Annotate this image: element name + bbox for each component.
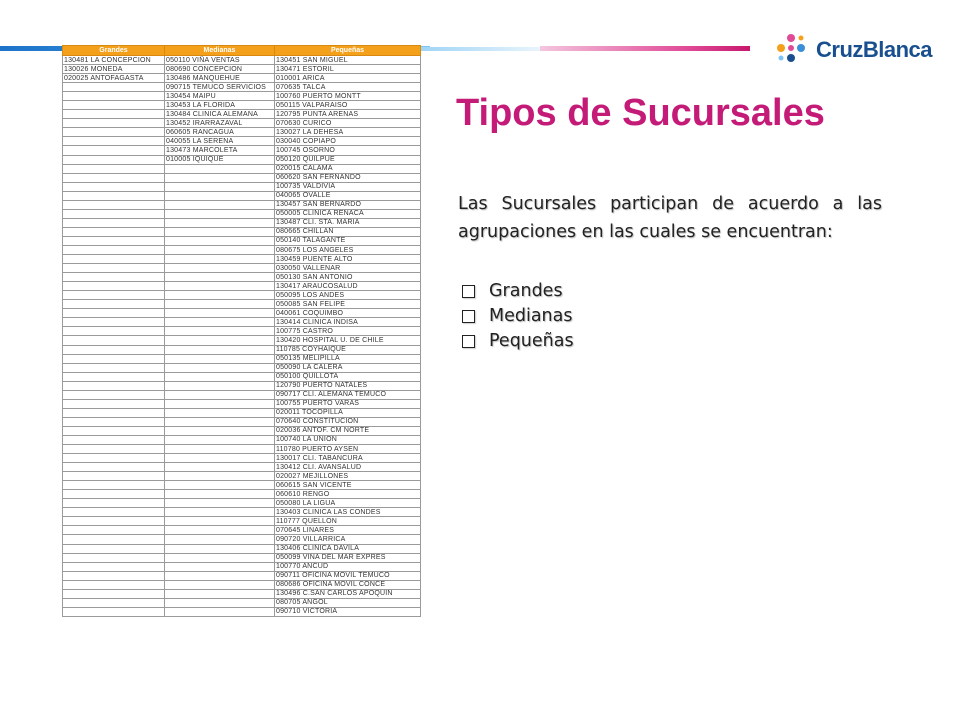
cell-medianas [165, 445, 275, 454]
cell-medianas [165, 300, 275, 309]
cell-grandes [63, 200, 165, 209]
cell-medianas [165, 336, 275, 345]
cell-grandes [63, 146, 165, 155]
cell-medianas: 130486 MANQUEHUE [165, 74, 275, 83]
cell-grandes [63, 92, 165, 101]
cell-grandes [63, 426, 165, 435]
cell-pequenas: 020015 CALAMA [275, 164, 421, 173]
table-row [63, 119, 421, 128]
cell-medianas [165, 318, 275, 327]
table-body [63, 56, 421, 617]
table-row [63, 571, 421, 580]
cell-pequenas: 040061 COQUIMBO [275, 309, 421, 318]
cell-grandes: 130026 MONEDA [63, 65, 165, 74]
table-row [63, 426, 421, 435]
cell-pequenas: 070635 TALCA [275, 83, 421, 92]
cell-pequenas: 040065 OVALLE [275, 191, 421, 200]
table-row [63, 517, 421, 526]
cell-grandes [63, 535, 165, 544]
cell-grandes [63, 282, 165, 291]
cell-pequenas: 050080 LA LIGUA [275, 499, 421, 508]
cell-medianas: 050110 VIÑA VENTAS [165, 56, 275, 65]
cell-medianas: 010005 IQUIQUE [165, 155, 275, 164]
cell-grandes [63, 390, 165, 399]
cell-medianas: 080690 CONCEPCION [165, 65, 275, 74]
cell-grandes [63, 318, 165, 327]
table-row [63, 191, 421, 200]
cell-medianas: 130452 IRARRAZAVAL [165, 119, 275, 128]
sucursales-table [62, 45, 421, 617]
cell-medianas [165, 255, 275, 264]
table-row [63, 155, 421, 164]
cell-medianas [165, 390, 275, 399]
cell-grandes: 130481 LA CONCEPCION [63, 56, 165, 65]
cell-medianas [165, 598, 275, 607]
cell-medianas [165, 363, 275, 372]
table-row [63, 282, 421, 291]
table-row [63, 164, 421, 173]
table-row [63, 200, 421, 209]
brand-name: CruzBlanca [816, 37, 933, 62]
table-row [63, 472, 421, 481]
list-item-label: Pequeñas [489, 331, 574, 351]
table-row [63, 218, 421, 227]
cell-pequenas: 060620 SAN FERNANDO [275, 173, 421, 182]
cell-pequenas: 130414 CLINICA INDISA [275, 318, 421, 327]
cell-grandes [63, 345, 165, 354]
page-title: Tipos de Sucursales [456, 92, 825, 134]
cell-grandes [63, 327, 165, 336]
cell-grandes [63, 273, 165, 282]
cell-grandes [63, 445, 165, 454]
cell-grandes [63, 481, 165, 490]
cell-medianas: 060605 RANCAGUA [165, 128, 275, 137]
cell-pequenas: 050100 QUILLOTA [275, 372, 421, 381]
cell-grandes [63, 336, 165, 345]
table-row [63, 562, 421, 571]
list-item-label: Medianas [489, 306, 573, 326]
cell-pequenas: 130471 ESTORIL [275, 65, 421, 74]
cell-medianas [165, 245, 275, 254]
cell-grandes [63, 255, 165, 264]
cell-grandes [63, 454, 165, 463]
table-header-row [63, 46, 421, 56]
cell-pequenas: 050099 VIÑA DEL MAR EXPRES [275, 553, 421, 562]
cell-medianas [165, 535, 275, 544]
table-row [63, 607, 421, 616]
cell-pequenas: 130412 CLI. AVANSALUD [275, 463, 421, 472]
cell-grandes [63, 83, 165, 92]
table-row [63, 463, 421, 472]
cell-pequenas: 060610 RENGO [275, 490, 421, 499]
cell-pequenas: 110777 QUELLON [275, 517, 421, 526]
cell-grandes [63, 128, 165, 137]
cell-pequenas: 080686 OFICINA MOVIL CONCE [275, 580, 421, 589]
cell-pequenas: 030050 VALLENAR [275, 264, 421, 273]
table-row [63, 273, 421, 282]
cell-pequenas: 130420 HOSPITAL U. DE CHILE [275, 336, 421, 345]
cell-medianas [165, 472, 275, 481]
cell-grandes [63, 417, 165, 426]
cell-pequenas: 050005 CLINICA REÑACA [275, 209, 421, 218]
table-row [63, 264, 421, 273]
list-item [462, 329, 574, 354]
cell-pequenas: 120790 PUERTO NATALES [275, 381, 421, 390]
cell-pequenas: 010001 ARICA [275, 74, 421, 83]
table-row [63, 300, 421, 309]
cell-medianas: 040055 LA SERENA [165, 137, 275, 146]
cell-medianas [165, 399, 275, 408]
table-row [63, 445, 421, 454]
cell-medianas [165, 218, 275, 227]
top-accent-bar-pink [540, 46, 750, 51]
list-item-label: Grandes [489, 281, 563, 301]
checkbox-bullet-icon [462, 310, 475, 323]
cell-pequenas: 080675 LOS ANGELES [275, 245, 421, 254]
cell-medianas [165, 508, 275, 517]
cell-medianas [165, 426, 275, 435]
cell-pequenas: 050130 SAN ANTONIO [275, 273, 421, 282]
cell-medianas [165, 264, 275, 273]
cell-grandes [63, 245, 165, 254]
cell-grandes [63, 101, 165, 110]
cell-medianas [165, 236, 275, 245]
table-row [63, 255, 421, 264]
cell-pequenas: 130487 CLI. STA. MARIA [275, 218, 421, 227]
cell-grandes [63, 372, 165, 381]
cell-grandes [63, 508, 165, 517]
cell-medianas [165, 173, 275, 182]
cell-grandes [63, 173, 165, 182]
cell-grandes [63, 399, 165, 408]
table-row [63, 173, 421, 182]
cell-grandes [63, 236, 165, 245]
table-row [63, 318, 421, 327]
cell-medianas [165, 408, 275, 417]
cruzblanca-mark-icon [772, 32, 812, 68]
cell-grandes [63, 562, 165, 571]
cell-medianas [165, 580, 275, 589]
cell-pequenas: 050090 LA CALERA [275, 363, 421, 372]
cell-pequenas: 100745 OSORNO [275, 146, 421, 155]
table-row [63, 390, 421, 399]
cell-medianas [165, 454, 275, 463]
cell-medianas [165, 354, 275, 363]
cell-grandes [63, 472, 165, 481]
table-row [63, 381, 421, 390]
cell-grandes [63, 490, 165, 499]
table-row [63, 399, 421, 408]
cell-pequenas: 130457 SAN BERNARDO [275, 200, 421, 209]
cell-medianas [165, 553, 275, 562]
cell-pequenas: 020011 TOCOPILLA [275, 408, 421, 417]
cell-pequenas: 020036 ANTOF. CM NORTE [275, 426, 421, 435]
cell-grandes [63, 499, 165, 508]
description-text: Las Sucursales participan de acuerdo a las agrupaciones en las cuales se encuentran: [458, 194, 882, 242]
cell-medianas [165, 209, 275, 218]
cell-medianas [165, 562, 275, 571]
table-row [63, 327, 421, 336]
table-row [63, 110, 421, 119]
cell-pequenas: 070640 CONSTITUCION [275, 417, 421, 426]
cell-pequenas: 130451 SAN MIGUEL [275, 56, 421, 65]
header-medianas: Medianas [165, 46, 275, 56]
cell-medianas [165, 345, 275, 354]
table-row [63, 454, 421, 463]
cell-pequenas: 090710 VICTORIA [275, 607, 421, 616]
table-row [63, 490, 421, 499]
cell-medianas: 090715 TEMUCO SERVICIOS [165, 83, 275, 92]
cell-medianas [165, 182, 275, 191]
table-row [63, 245, 421, 254]
table-row [63, 580, 421, 589]
checkbox-bullet-icon [462, 285, 475, 298]
cell-grandes [63, 517, 165, 526]
top-accent-bar-light [420, 47, 540, 51]
cell-grandes [63, 607, 165, 616]
table-row [63, 417, 421, 426]
table-row [63, 128, 421, 137]
table-row [63, 101, 421, 110]
sucursal-type-list [462, 279, 574, 354]
table-row [63, 481, 421, 490]
cell-pequenas: 070645 LINARES [275, 526, 421, 535]
cell-medianas [165, 164, 275, 173]
table-row [63, 372, 421, 381]
cell-pequenas: 050085 SAN FELIPE [275, 300, 421, 309]
cell-medianas [165, 499, 275, 508]
cell-grandes [63, 309, 165, 318]
cell-pequenas: 120795 PUNTA ARENAS [275, 110, 421, 119]
cell-pequenas: 080665 CHILLAN [275, 227, 421, 236]
cell-medianas [165, 327, 275, 336]
table-row [63, 345, 421, 354]
cell-medianas [165, 372, 275, 381]
cell-grandes [63, 119, 165, 128]
table-row [63, 408, 421, 417]
cell-medianas [165, 309, 275, 318]
cell-pequenas: 130027 LA DEHESA [275, 128, 421, 137]
cell-pequenas: 100770 ANCUD [275, 562, 421, 571]
cell-pequenas: 110780 PUERTO AYSEN [275, 445, 421, 454]
cell-pequenas: 090720 VILLARRICA [275, 535, 421, 544]
cell-grandes [63, 589, 165, 598]
table-row [63, 65, 421, 74]
cell-grandes [63, 137, 165, 146]
checkbox-bullet-icon [462, 335, 475, 348]
cell-pequenas: 100760 PUERTO MONTT [275, 92, 421, 101]
brand-logo [772, 32, 932, 68]
list-item [462, 279, 574, 304]
cell-pequenas: 130417 ARAUCOSALUD [275, 282, 421, 291]
cell-pequenas: 110785 COYHAIQUE [275, 345, 421, 354]
cell-pequenas: 100740 LA UNION [275, 435, 421, 444]
cell-grandes [63, 300, 165, 309]
header-grandes: Grandes [63, 46, 165, 56]
list-item [462, 304, 574, 329]
cell-medianas [165, 571, 275, 580]
cell-pequenas: 030040 COPIAPO [275, 137, 421, 146]
cell-medianas [165, 417, 275, 426]
table-row [63, 435, 421, 444]
cell-grandes [63, 191, 165, 200]
cell-medianas: 130473 MARCOLETA [165, 146, 275, 155]
cell-grandes [63, 571, 165, 580]
table-row [63, 137, 421, 146]
cell-pequenas: 100755 PUERTO VARAS [275, 399, 421, 408]
cell-pequenas: 050135 MELIPILLA [275, 354, 421, 363]
cell-pequenas: 050095 LOS ANDES [275, 291, 421, 300]
cell-medianas [165, 607, 275, 616]
cell-medianas [165, 517, 275, 526]
cell-grandes [63, 227, 165, 236]
table-row [63, 363, 421, 372]
cell-grandes [63, 155, 165, 164]
table-row [63, 209, 421, 218]
cell-pequenas: 130496 C.SAN CARLOS APOQUIN [275, 589, 421, 598]
cell-pequenas: 130459 PUENTE ALTO [275, 255, 421, 264]
cell-medianas [165, 227, 275, 236]
cell-grandes [63, 381, 165, 390]
cell-pequenas: 130403 CLINICA LAS CONDES [275, 508, 421, 517]
cell-grandes [63, 354, 165, 363]
cell-pequenas: 070630 CURICO [275, 119, 421, 128]
table-row [63, 309, 421, 318]
cell-pequenas: 100775 CASTRO [275, 327, 421, 336]
cell-pequenas: 050115 VALPARAISO [275, 101, 421, 110]
cell-grandes [63, 435, 165, 444]
cell-medianas [165, 589, 275, 598]
cell-grandes [63, 363, 165, 372]
table-row [63, 499, 421, 508]
table-row [63, 83, 421, 92]
cell-pequenas: 050140 TALAGANTE [275, 236, 421, 245]
table-row [63, 92, 421, 101]
cell-medianas [165, 273, 275, 282]
cell-grandes [63, 580, 165, 589]
cell-grandes [63, 291, 165, 300]
table-row [63, 354, 421, 363]
table-row [63, 526, 421, 535]
cell-grandes [63, 264, 165, 273]
cell-grandes [63, 110, 165, 119]
table-row [63, 236, 421, 245]
cell-grandes [63, 218, 165, 227]
cell-medianas [165, 526, 275, 535]
table-row [63, 544, 421, 553]
cell-medianas [165, 490, 275, 499]
cell-pequenas: 100735 VALDIVIA [275, 182, 421, 191]
cell-grandes [63, 182, 165, 191]
cell-medianas [165, 191, 275, 200]
cell-medianas: 130453 LA FLORIDA [165, 101, 275, 110]
cell-medianas [165, 463, 275, 472]
cell-medianas [165, 481, 275, 490]
cell-grandes [63, 553, 165, 562]
cell-medianas: 130484 CLINICA ALEMANA [165, 110, 275, 119]
cell-pequenas: 060615 SAN VICENTE [275, 481, 421, 490]
cell-grandes: 020025 ANTOFAGASTA [63, 74, 165, 83]
table-row [63, 291, 421, 300]
table-row [63, 74, 421, 83]
table-row [63, 146, 421, 155]
cell-pequenas: 050120 QUILPUE [275, 155, 421, 164]
cell-pequenas: 130406 CLINICA DAVILA [275, 544, 421, 553]
cell-medianas [165, 544, 275, 553]
table-row [63, 535, 421, 544]
cell-pequenas: 020027 MEJILLONES [275, 472, 421, 481]
table-row [63, 553, 421, 562]
sucursales-table-container [62, 45, 420, 617]
cell-pequenas: 080705 ANGOL [275, 598, 421, 607]
cell-medianas [165, 200, 275, 209]
table-row [63, 508, 421, 517]
cell-medianas [165, 381, 275, 390]
cell-pequenas: 090717 CLI. ALEMANA TEMUCO [275, 390, 421, 399]
cell-grandes [63, 408, 165, 417]
cell-pequenas: 090711 OFICINA MOVIL TEMUCO [275, 571, 421, 580]
cell-medianas [165, 291, 275, 300]
table-row [63, 56, 421, 65]
table-row [63, 598, 421, 607]
cell-grandes [63, 544, 165, 553]
cell-grandes [63, 209, 165, 218]
table-row [63, 182, 421, 191]
cell-grandes [63, 526, 165, 535]
header-pequenas: Pequeñas [275, 46, 421, 56]
cell-medianas: 130454 MAIPU [165, 92, 275, 101]
cell-grandes [63, 164, 165, 173]
table-row [63, 227, 421, 236]
cell-grandes [63, 463, 165, 472]
cell-medianas [165, 435, 275, 444]
table-row [63, 589, 421, 598]
cell-grandes [63, 598, 165, 607]
cell-pequenas: 130017 CLI. TABANCURA [275, 454, 421, 463]
cell-medianas [165, 282, 275, 291]
table-row [63, 336, 421, 345]
